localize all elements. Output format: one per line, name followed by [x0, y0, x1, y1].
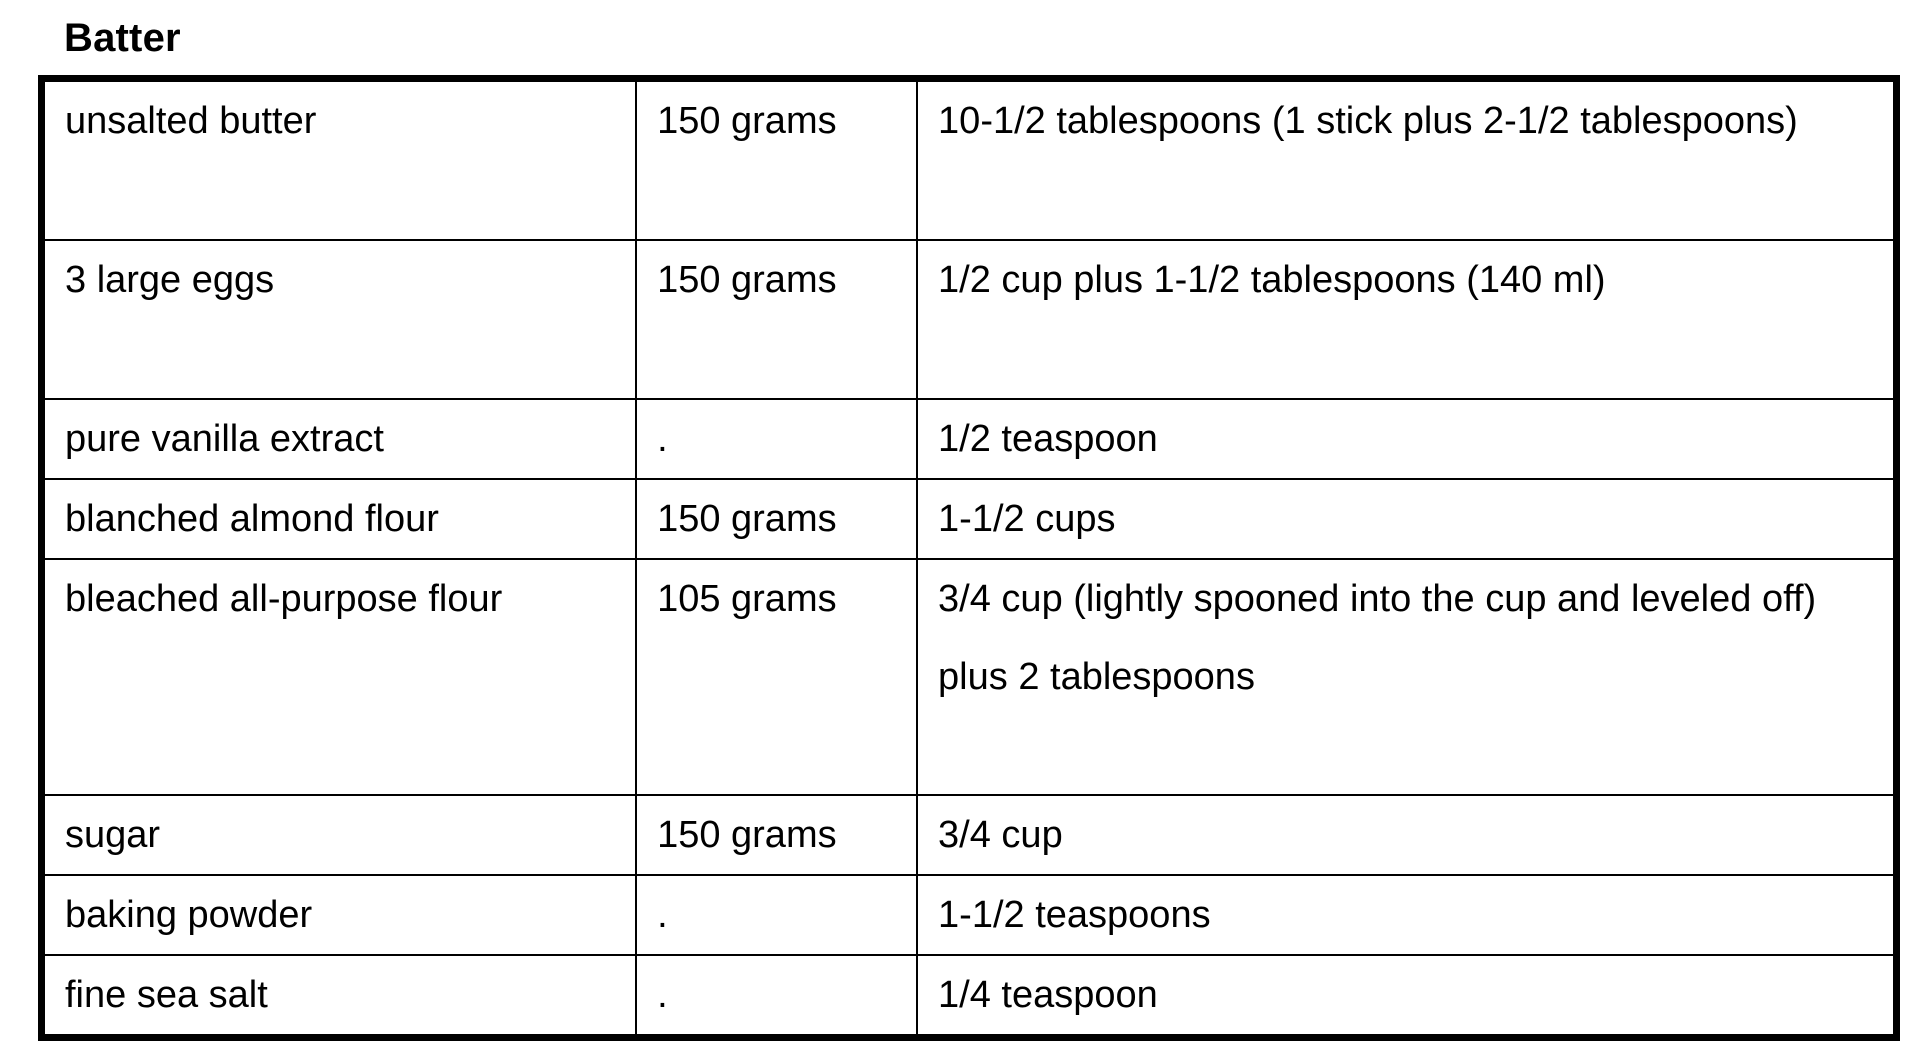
ingredient-cell: baking powder — [42, 875, 637, 955]
metric-cell: . — [636, 875, 917, 955]
ingredient-cell: 3 large eggs — [42, 240, 637, 399]
metric-cell: 150 grams — [636, 240, 917, 399]
metric-cell: . — [636, 955, 917, 1038]
metric-cell: 150 grams — [636, 795, 917, 875]
ingredient-cell: sugar — [42, 795, 637, 875]
volume-cell: 3/4 cup — [917, 795, 1896, 875]
table-row — [42, 559, 1897, 795]
metric-cell: 105 grams — [636, 559, 917, 795]
table-row — [42, 795, 1897, 875]
volume-cell: 1/2 teaspoon — [917, 399, 1896, 479]
table-row — [42, 79, 1897, 241]
metric-cell: . — [636, 399, 917, 479]
volume-cell: 1-1/2 teaspoons — [917, 875, 1896, 955]
table-row — [42, 955, 1897, 1038]
volume-cell: 3/4 cup (lightly spooned into the cup and leveled off) plus 2 tablespoons — [917, 559, 1896, 795]
table-row — [42, 399, 1897, 479]
volume-cell: 10-1/2 tablespoons (1 stick plus 2-1/2 tablespoons) — [917, 79, 1896, 241]
ingredients-table — [38, 75, 1900, 1041]
ingredient-cell: pure vanilla extract — [42, 399, 637, 479]
volume-cell: 1-1/2 cups — [917, 479, 1896, 559]
ingredient-cell: blanched almond flour — [42, 479, 637, 559]
table-row — [42, 240, 1897, 399]
metric-cell: 150 grams — [636, 479, 917, 559]
volume-cell: 1/2 cup plus 1-1/2 tablespoons (140 ml) — [917, 240, 1896, 399]
section-title: Batter — [64, 16, 181, 60]
metric-cell: 150 grams — [636, 79, 917, 241]
ingredient-cell: fine sea salt — [42, 955, 637, 1038]
ingredient-cell: unsalted butter — [42, 79, 637, 241]
volume-cell: 1/4 teaspoon — [917, 955, 1896, 1038]
table-row — [42, 875, 1897, 955]
table-row — [42, 479, 1897, 559]
ingredient-cell: bleached all-purpose flour — [42, 559, 637, 795]
